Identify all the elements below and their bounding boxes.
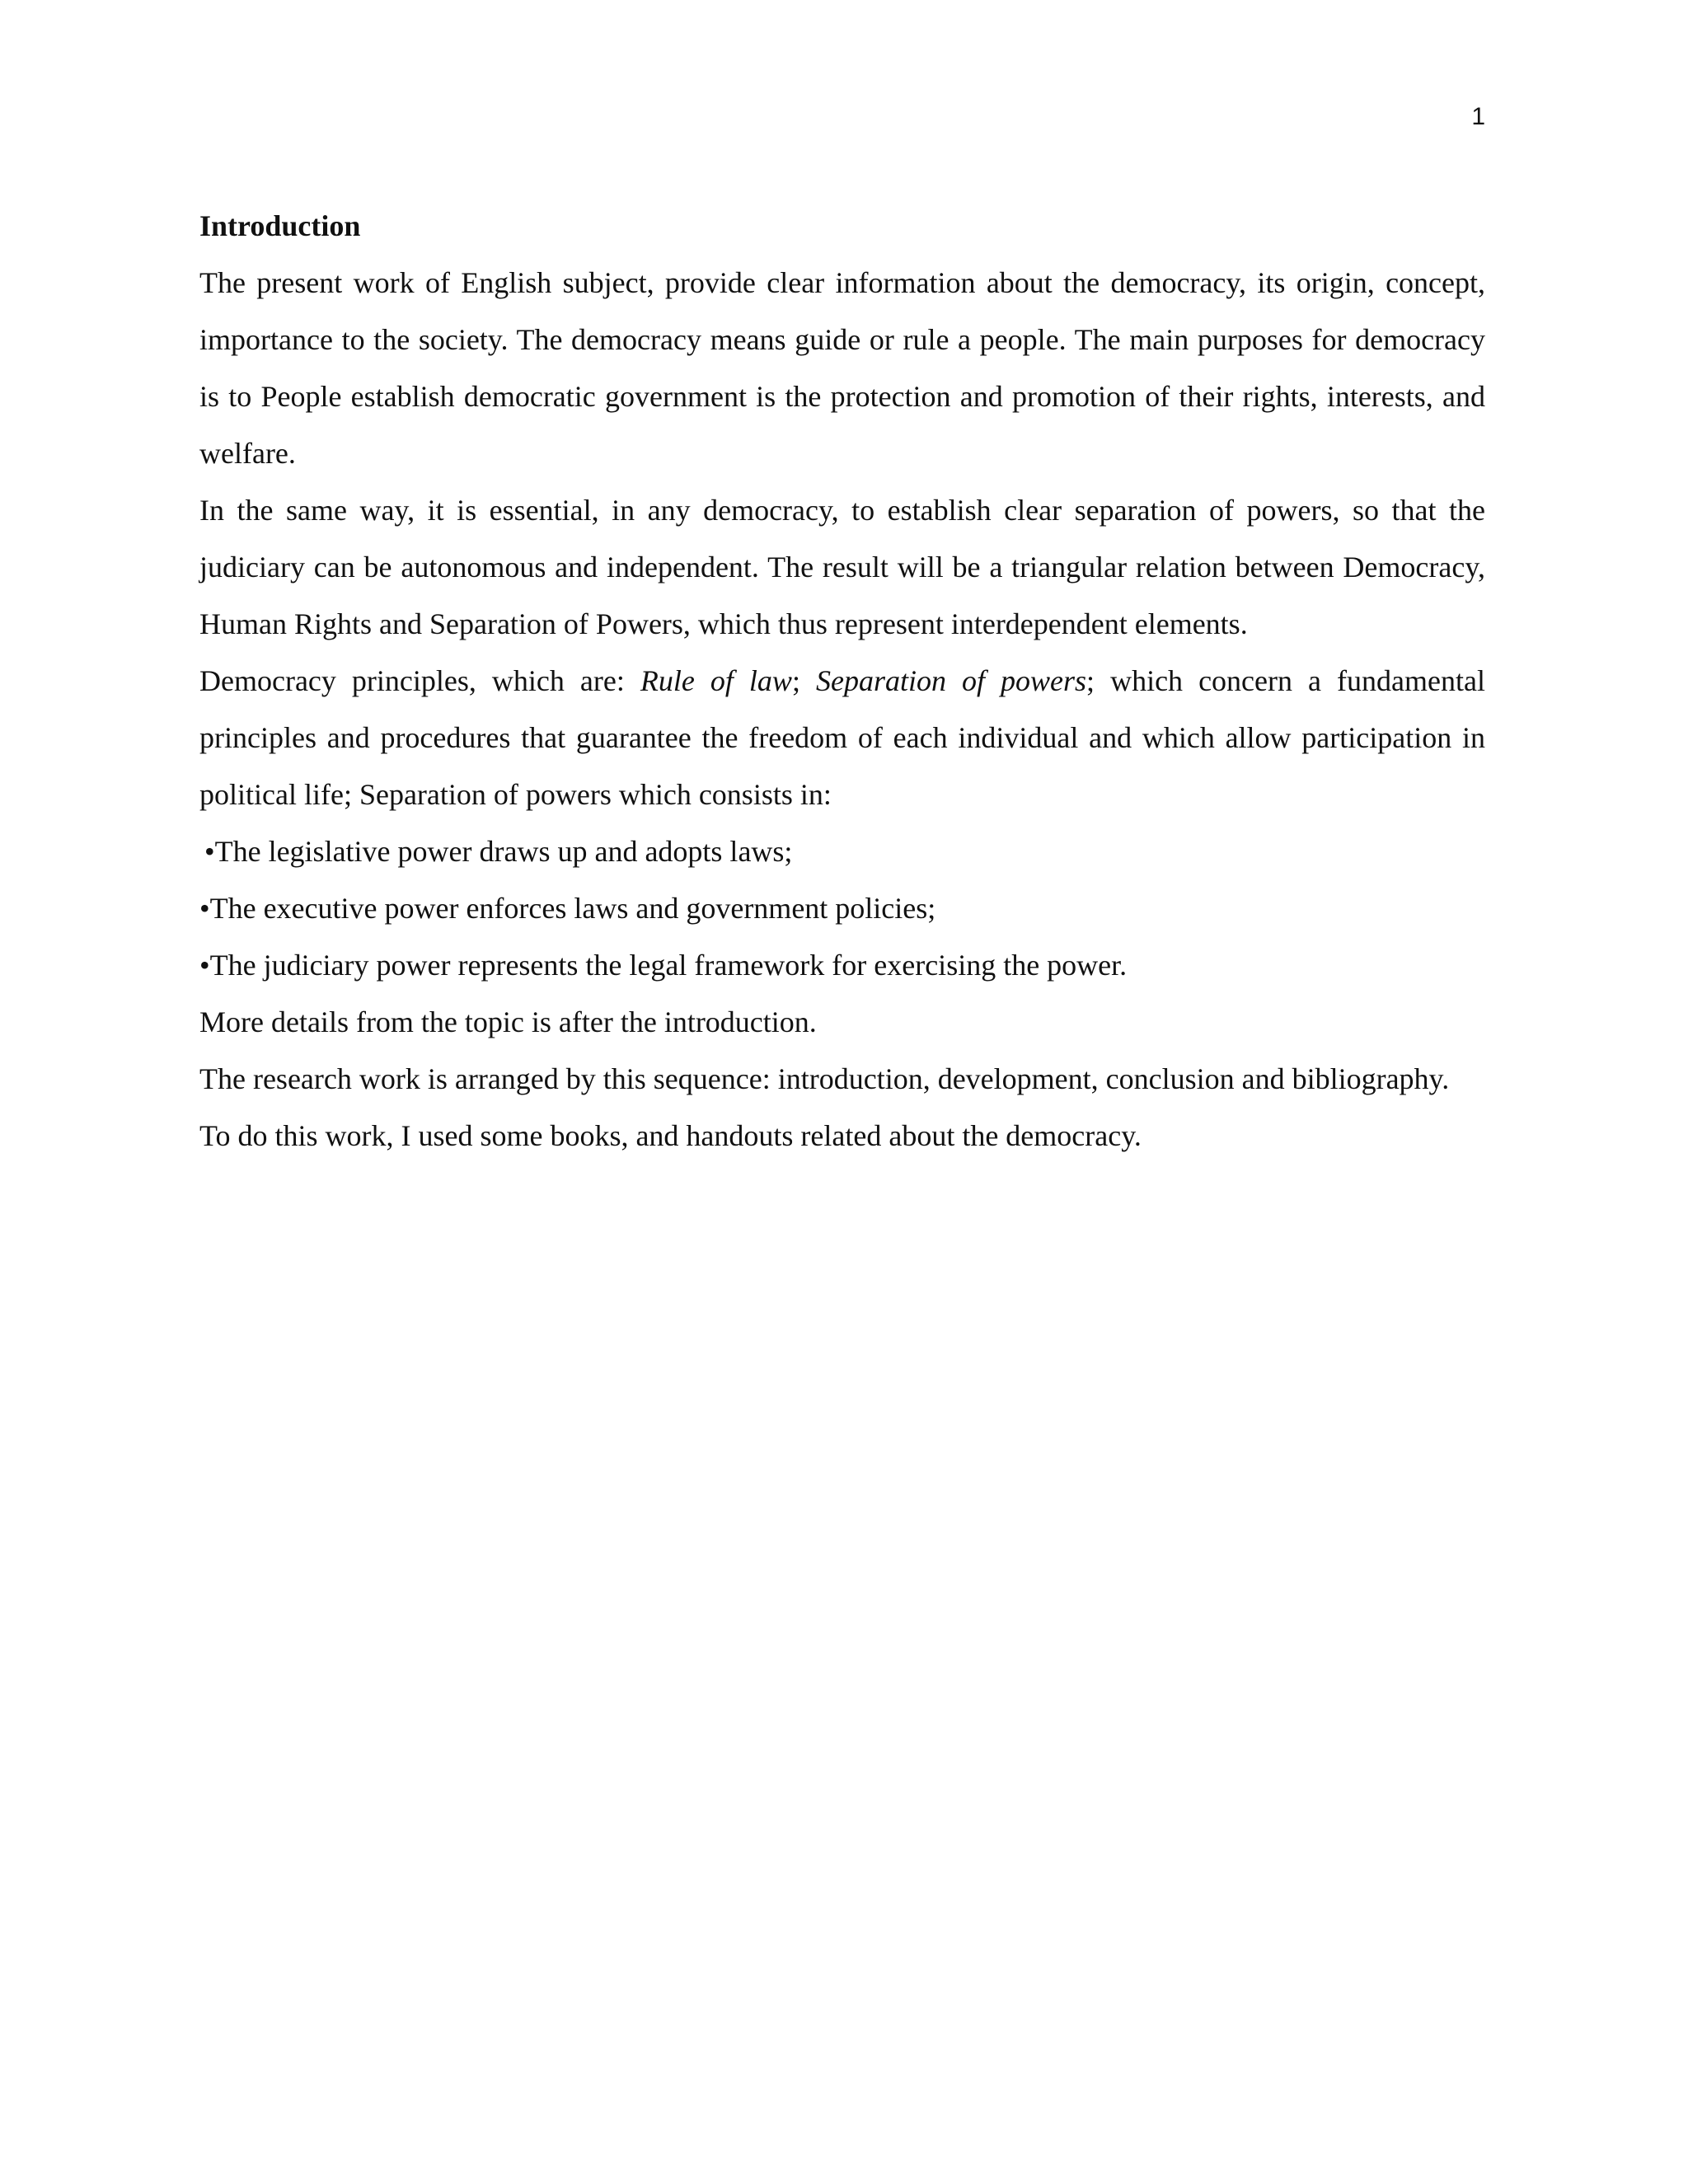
paragraph-purpose: The present work of English subject, provide clear information about the democracy, its origin, concept, importance to the society. The democracy means guide or rule a people. The main purposes for democracy is to People establish democratic government is the protection and promotion of their rights, interests, and welfare. <box>199 266 1485 470</box>
document-body <box>199 198 1485 1165</box>
paragraph-separation-of-powers: In the same way, it is essential, in any democracy, to establish clear separation of powers, so that the judiciary can be autonomous and independent. The result will be a triangular relation between Democracy, Human Rights and Separation of Powers, which thus represent interdependent elements. <box>199 494 1485 640</box>
principles-lead: Democracy principles, which are: <box>199 664 640 697</box>
bullet-executive: •The executive power enforces laws and government policies; <box>199 892 936 925</box>
paragraph-more-details: More details from the topic is after the introduction. <box>199 1005 817 1038</box>
section-heading: Introduction <box>199 209 361 242</box>
term-rule-of-law: Rule of law <box>640 664 792 697</box>
term-separation-of-powers: Separation of powers <box>815 664 1087 697</box>
paragraph-sources: To do this work, I used some books, and handouts related about the democracy. <box>199 1119 1142 1152</box>
principles-tail: ; which concern a fundamental principles and procedures that guarantee the freedom of each individual and which allow participation in political life; Separation of powers which consists in: <box>199 664 1485 811</box>
paragraph-sequence: The research work is arranged by this sequence: introduction, development, conclusion and bibliography. <box>199 1062 1450 1095</box>
paragraph-democracy-principles <box>199 653 1485 823</box>
term-separator: ; <box>791 664 816 697</box>
bullet-judiciary: •The judiciary power represents the legal framework for exercising the power. <box>199 949 1128 982</box>
bullet-legislative: •The legislative power draws up and adopts laws; <box>204 835 793 868</box>
page-number: 1 <box>1471 103 1485 130</box>
